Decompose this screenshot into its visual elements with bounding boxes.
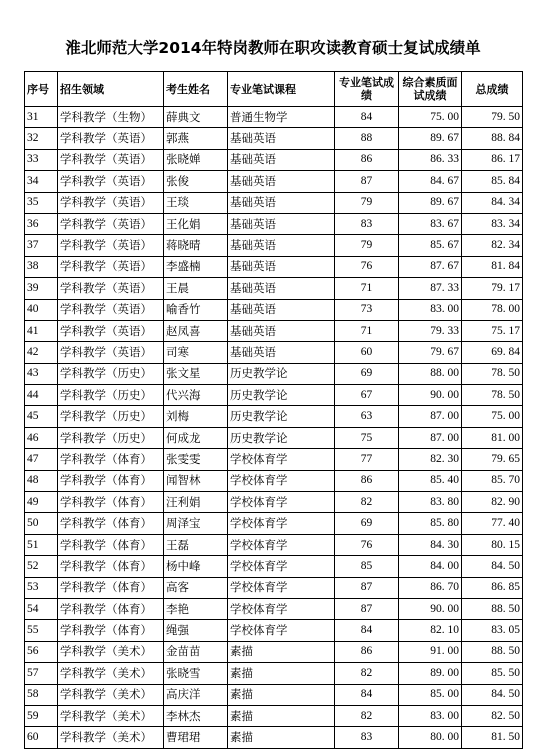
cell-name: 张晓婵 xyxy=(164,149,228,170)
cell-written: 69 xyxy=(335,363,399,384)
cell-interview: 84. 30 xyxy=(399,534,462,555)
cell-course: 素描 xyxy=(228,727,335,748)
cell-written: 86 xyxy=(335,149,399,170)
cell-name: 司寒 xyxy=(164,342,228,363)
cell-total: 77. 40 xyxy=(462,513,523,534)
cell-interview: 79. 67 xyxy=(399,342,462,363)
cell-written: 84 xyxy=(335,684,399,705)
cell-interview: 87. 00 xyxy=(399,427,462,448)
cell-interview: 91. 00 xyxy=(399,641,462,662)
cell-total: 80. 15 xyxy=(462,534,523,555)
header-index: 序号 xyxy=(25,72,58,107)
cell-course: 基础英语 xyxy=(228,320,335,341)
grades-table xyxy=(24,71,523,749)
cell-interview: 87. 33 xyxy=(399,278,462,299)
table-row xyxy=(25,684,523,705)
cell-index: 41 xyxy=(25,320,58,341)
cell-total: 81. 50 xyxy=(462,727,523,748)
table-row xyxy=(25,278,523,299)
cell-total: 69. 84 xyxy=(462,342,523,363)
header-written: 专业笔试成绩 xyxy=(335,72,399,107)
cell-written: 87 xyxy=(335,171,399,192)
cell-total: 82. 90 xyxy=(462,492,523,513)
cell-total: 85. 84 xyxy=(462,171,523,192)
cell-course: 学校体育学 xyxy=(228,534,335,555)
cell-name: 李林杰 xyxy=(164,705,228,726)
cell-total: 78. 50 xyxy=(462,385,523,406)
cell-total: 75. 00 xyxy=(462,406,523,427)
cell-interview: 90. 00 xyxy=(399,598,462,619)
table-row xyxy=(25,449,523,470)
cell-course: 学校体育学 xyxy=(228,620,335,641)
header-name: 考生姓名 xyxy=(164,72,228,107)
cell-total: 83. 34 xyxy=(462,213,523,234)
cell-name: 王化娟 xyxy=(164,213,228,234)
cell-interview: 89. 00 xyxy=(399,663,462,684)
cell-course: 学校体育学 xyxy=(228,449,335,470)
cell-written: 84 xyxy=(335,620,399,641)
cell-name: 李盛楠 xyxy=(164,256,228,277)
cell-interview: 83. 67 xyxy=(399,213,462,234)
cell-interview: 86. 33 xyxy=(399,149,462,170)
cell-course: 学校体育学 xyxy=(228,556,335,577)
cell-written: 86 xyxy=(335,470,399,491)
cell-name: 绳强 xyxy=(164,620,228,641)
cell-index: 33 xyxy=(25,149,58,170)
cell-index: 45 xyxy=(25,406,58,427)
table-row xyxy=(25,385,523,406)
cell-total: 86. 85 xyxy=(462,577,523,598)
header-course: 专业笔试课程 xyxy=(228,72,335,107)
cell-written: 87 xyxy=(335,598,399,619)
cell-name: 周泽宝 xyxy=(164,513,228,534)
cell-name: 高客 xyxy=(164,577,228,598)
cell-written: 75 xyxy=(335,427,399,448)
cell-index: 58 xyxy=(25,684,58,705)
cell-field: 学科教学（体育） xyxy=(58,492,164,513)
cell-written: 84 xyxy=(335,107,399,128)
cell-interview: 80. 00 xyxy=(399,727,462,748)
table-row xyxy=(25,513,523,534)
table-row xyxy=(25,149,523,170)
cell-course: 历史教学论 xyxy=(228,406,335,427)
cell-written: 76 xyxy=(335,256,399,277)
cell-name: 李艳 xyxy=(164,598,228,619)
cell-index: 48 xyxy=(25,470,58,491)
table-row xyxy=(25,192,523,213)
cell-index: 56 xyxy=(25,641,58,662)
cell-field: 学科教学（美术） xyxy=(58,705,164,726)
table-row xyxy=(25,534,523,555)
cell-written: 86 xyxy=(335,641,399,662)
cell-index: 32 xyxy=(25,128,58,149)
cell-name: 王磊 xyxy=(164,534,228,555)
cell-name: 杨中峰 xyxy=(164,556,228,577)
cell-index: 38 xyxy=(25,256,58,277)
cell-written: 77 xyxy=(335,449,399,470)
cell-interview: 90. 00 xyxy=(399,385,462,406)
cell-interview: 86. 70 xyxy=(399,577,462,598)
cell-total: 83. 05 xyxy=(462,620,523,641)
cell-total: 79. 50 xyxy=(462,107,523,128)
cell-written: 85 xyxy=(335,556,399,577)
cell-course: 素描 xyxy=(228,705,335,726)
cell-written: 67 xyxy=(335,385,399,406)
cell-index: 46 xyxy=(25,427,58,448)
cell-name: 汪利娟 xyxy=(164,492,228,513)
cell-interview: 84. 67 xyxy=(399,171,462,192)
cell-name: 高庆洋 xyxy=(164,684,228,705)
cell-course: 基础英语 xyxy=(228,278,335,299)
cell-interview: 85. 00 xyxy=(399,684,462,705)
cell-total: 84. 50 xyxy=(462,556,523,577)
cell-field: 学科教学（英语） xyxy=(58,149,164,170)
cell-course: 基础英语 xyxy=(228,213,335,234)
cell-course: 历史教学论 xyxy=(228,363,335,384)
cell-index: 50 xyxy=(25,513,58,534)
cell-field: 学科教学（历史） xyxy=(58,363,164,384)
cell-written: 88 xyxy=(335,128,399,149)
table-row xyxy=(25,256,523,277)
cell-field: 学科教学（体育） xyxy=(58,470,164,491)
header-interview: 综合素质面试成绩 xyxy=(399,72,462,107)
cell-total: 84. 50 xyxy=(462,684,523,705)
cell-interview: 82. 30 xyxy=(399,449,462,470)
cell-name: 张俊 xyxy=(164,171,228,192)
cell-interview: 85. 80 xyxy=(399,513,462,534)
cell-index: 44 xyxy=(25,385,58,406)
table-row xyxy=(25,406,523,427)
cell-field: 学科教学（历史） xyxy=(58,406,164,427)
cell-index: 43 xyxy=(25,363,58,384)
cell-field: 学科教学（英语） xyxy=(58,128,164,149)
cell-interview: 85. 67 xyxy=(399,235,462,256)
cell-field: 学科教学（美术） xyxy=(58,641,164,662)
cell-index: 31 xyxy=(25,107,58,128)
cell-interview: 88. 00 xyxy=(399,363,462,384)
cell-written: 82 xyxy=(335,492,399,513)
cell-field: 学科教学（体育） xyxy=(58,620,164,641)
cell-name: 赵凤喜 xyxy=(164,320,228,341)
cell-field: 学科教学（体育） xyxy=(58,534,164,555)
cell-field: 学科教学（英语） xyxy=(58,213,164,234)
cell-course: 学校体育学 xyxy=(228,492,335,513)
cell-field: 学科教学（美术） xyxy=(58,663,164,684)
cell-field: 学科教学（体育） xyxy=(58,598,164,619)
cell-field: 学科教学（英语） xyxy=(58,278,164,299)
cell-name: 郭燕 xyxy=(164,128,228,149)
cell-written: 71 xyxy=(335,320,399,341)
cell-written: 76 xyxy=(335,534,399,555)
cell-index: 36 xyxy=(25,213,58,234)
table-row xyxy=(25,492,523,513)
cell-course: 学校体育学 xyxy=(228,513,335,534)
cell-interview: 85. 40 xyxy=(399,470,462,491)
table-row xyxy=(25,342,523,363)
cell-interview: 83. 00 xyxy=(399,705,462,726)
cell-name: 曹珺珺 xyxy=(164,727,228,748)
cell-index: 59 xyxy=(25,705,58,726)
document-title: 淮北师范大学2014年特岗教师在职攻读教育硕士复试成绩单 xyxy=(65,39,481,57)
cell-field: 学科教学（体育） xyxy=(58,513,164,534)
cell-written: 63 xyxy=(335,406,399,427)
cell-interview: 83. 00 xyxy=(399,299,462,320)
cell-interview: 83. 80 xyxy=(399,492,462,513)
cell-total: 86. 17 xyxy=(462,149,523,170)
cell-field: 学科教学（体育） xyxy=(58,577,164,598)
cell-total: 79. 17 xyxy=(462,278,523,299)
cell-interview: 87. 00 xyxy=(399,406,462,427)
cell-course: 历史教学论 xyxy=(228,427,335,448)
cell-interview: 84. 00 xyxy=(399,556,462,577)
cell-index: 37 xyxy=(25,235,58,256)
cell-field: 学科教学（体育） xyxy=(58,449,164,470)
table-row xyxy=(25,363,523,384)
table-row xyxy=(25,171,523,192)
cell-total: 88. 50 xyxy=(462,598,523,619)
cell-course: 基础英语 xyxy=(228,192,335,213)
cell-index: 39 xyxy=(25,278,58,299)
cell-field: 学科教学（英语） xyxy=(58,235,164,256)
cell-name: 薛典文 xyxy=(164,107,228,128)
table-row xyxy=(25,641,523,662)
table-row xyxy=(25,128,523,149)
cell-total: 85. 50 xyxy=(462,663,523,684)
table-row xyxy=(25,470,523,491)
cell-total: 88. 50 xyxy=(462,641,523,662)
cell-course: 基础英语 xyxy=(228,149,335,170)
header-row xyxy=(25,72,523,107)
table-row xyxy=(25,556,523,577)
cell-course: 基础英语 xyxy=(228,256,335,277)
cell-interview: 89. 67 xyxy=(399,192,462,213)
table-row xyxy=(25,663,523,684)
cell-field: 学科教学（英语） xyxy=(58,342,164,363)
cell-index: 53 xyxy=(25,577,58,598)
cell-total: 82. 50 xyxy=(462,705,523,726)
cell-index: 60 xyxy=(25,727,58,748)
cell-course: 学校体育学 xyxy=(228,470,335,491)
cell-index: 42 xyxy=(25,342,58,363)
cell-course: 素描 xyxy=(228,641,335,662)
cell-interview: 75. 00 xyxy=(399,107,462,128)
cell-name: 闻智林 xyxy=(164,470,228,491)
cell-course: 素描 xyxy=(228,684,335,705)
table-row xyxy=(25,107,523,128)
table-row xyxy=(25,320,523,341)
cell-course: 基础英语 xyxy=(228,171,335,192)
cell-course: 基础英语 xyxy=(228,299,335,320)
cell-written: 83 xyxy=(335,727,399,748)
cell-name: 张雯雯 xyxy=(164,449,228,470)
cell-interview: 87. 67 xyxy=(399,256,462,277)
cell-name: 金苗苗 xyxy=(164,641,228,662)
cell-name: 何成龙 xyxy=(164,427,228,448)
cell-written: 71 xyxy=(335,278,399,299)
cell-written: 87 xyxy=(335,577,399,598)
cell-name: 张晓雪 xyxy=(164,663,228,684)
cell-index: 55 xyxy=(25,620,58,641)
cell-index: 57 xyxy=(25,663,58,684)
cell-written: 82 xyxy=(335,705,399,726)
header-total: 总成绩 xyxy=(462,72,523,107)
cell-index: 35 xyxy=(25,192,58,213)
cell-written: 79 xyxy=(335,235,399,256)
cell-name: 刘梅 xyxy=(164,406,228,427)
cell-course: 素描 xyxy=(228,663,335,684)
cell-total: 88. 84 xyxy=(462,128,523,149)
cell-index: 49 xyxy=(25,492,58,513)
table-row xyxy=(25,213,523,234)
table-row xyxy=(25,577,523,598)
cell-field: 学科教学（英语） xyxy=(58,171,164,192)
cell-field: 学科教学（英语） xyxy=(58,320,164,341)
cell-field: 学科教学（英语） xyxy=(58,192,164,213)
cell-field: 学科教学（体育） xyxy=(58,556,164,577)
cell-written: 79 xyxy=(335,192,399,213)
cell-total: 82. 34 xyxy=(462,235,523,256)
cell-written: 69 xyxy=(335,513,399,534)
cell-course: 基础英语 xyxy=(228,128,335,149)
cell-total: 75. 17 xyxy=(462,320,523,341)
cell-total: 78. 50 xyxy=(462,363,523,384)
cell-name: 张文星 xyxy=(164,363,228,384)
table-row xyxy=(25,620,523,641)
cell-index: 51 xyxy=(25,534,58,555)
cell-index: 34 xyxy=(25,171,58,192)
cell-course: 学校体育学 xyxy=(228,598,335,619)
cell-course: 基础英语 xyxy=(228,342,335,363)
cell-course: 历史教学论 xyxy=(228,385,335,406)
cell-course: 普通生物学 xyxy=(228,107,335,128)
cell-total: 78. 00 xyxy=(462,299,523,320)
cell-name: 喻香竹 xyxy=(164,299,228,320)
cell-course: 学校体育学 xyxy=(228,577,335,598)
cell-index: 52 xyxy=(25,556,58,577)
cell-name: 王琰 xyxy=(164,192,228,213)
cell-interview: 82. 10 xyxy=(399,620,462,641)
cell-index: 54 xyxy=(25,598,58,619)
table-row xyxy=(25,235,523,256)
cell-interview: 89. 67 xyxy=(399,128,462,149)
cell-name: 代兴海 xyxy=(164,385,228,406)
cell-interview: 79. 33 xyxy=(399,320,462,341)
table-row xyxy=(25,427,523,448)
cell-name: 蒋晓晴 xyxy=(164,235,228,256)
table-row xyxy=(25,299,523,320)
cell-field: 学科教学（美术） xyxy=(58,684,164,705)
table-row xyxy=(25,705,523,726)
cell-field: 学科教学（英语） xyxy=(58,256,164,277)
table-row xyxy=(25,727,523,748)
table-row xyxy=(25,598,523,619)
cell-field: 学科教学（美术） xyxy=(58,727,164,748)
cell-written: 60 xyxy=(335,342,399,363)
cell-course: 基础英语 xyxy=(228,235,335,256)
header-field: 招生领域 xyxy=(58,72,164,107)
cell-written: 82 xyxy=(335,663,399,684)
cell-total: 84. 34 xyxy=(462,192,523,213)
cell-field: 学科教学（历史） xyxy=(58,427,164,448)
cell-field: 学科教学（生物） xyxy=(58,107,164,128)
cell-field: 学科教学（英语） xyxy=(58,299,164,320)
cell-total: 81. 84 xyxy=(462,256,523,277)
cell-total: 81. 00 xyxy=(462,427,523,448)
cell-field: 学科教学（历史） xyxy=(58,385,164,406)
cell-total: 85. 70 xyxy=(462,470,523,491)
cell-total: 79. 65 xyxy=(462,449,523,470)
cell-written: 83 xyxy=(335,213,399,234)
cell-written: 73 xyxy=(335,299,399,320)
cell-name: 王晨 xyxy=(164,278,228,299)
cell-index: 40 xyxy=(25,299,58,320)
cell-index: 47 xyxy=(25,449,58,470)
